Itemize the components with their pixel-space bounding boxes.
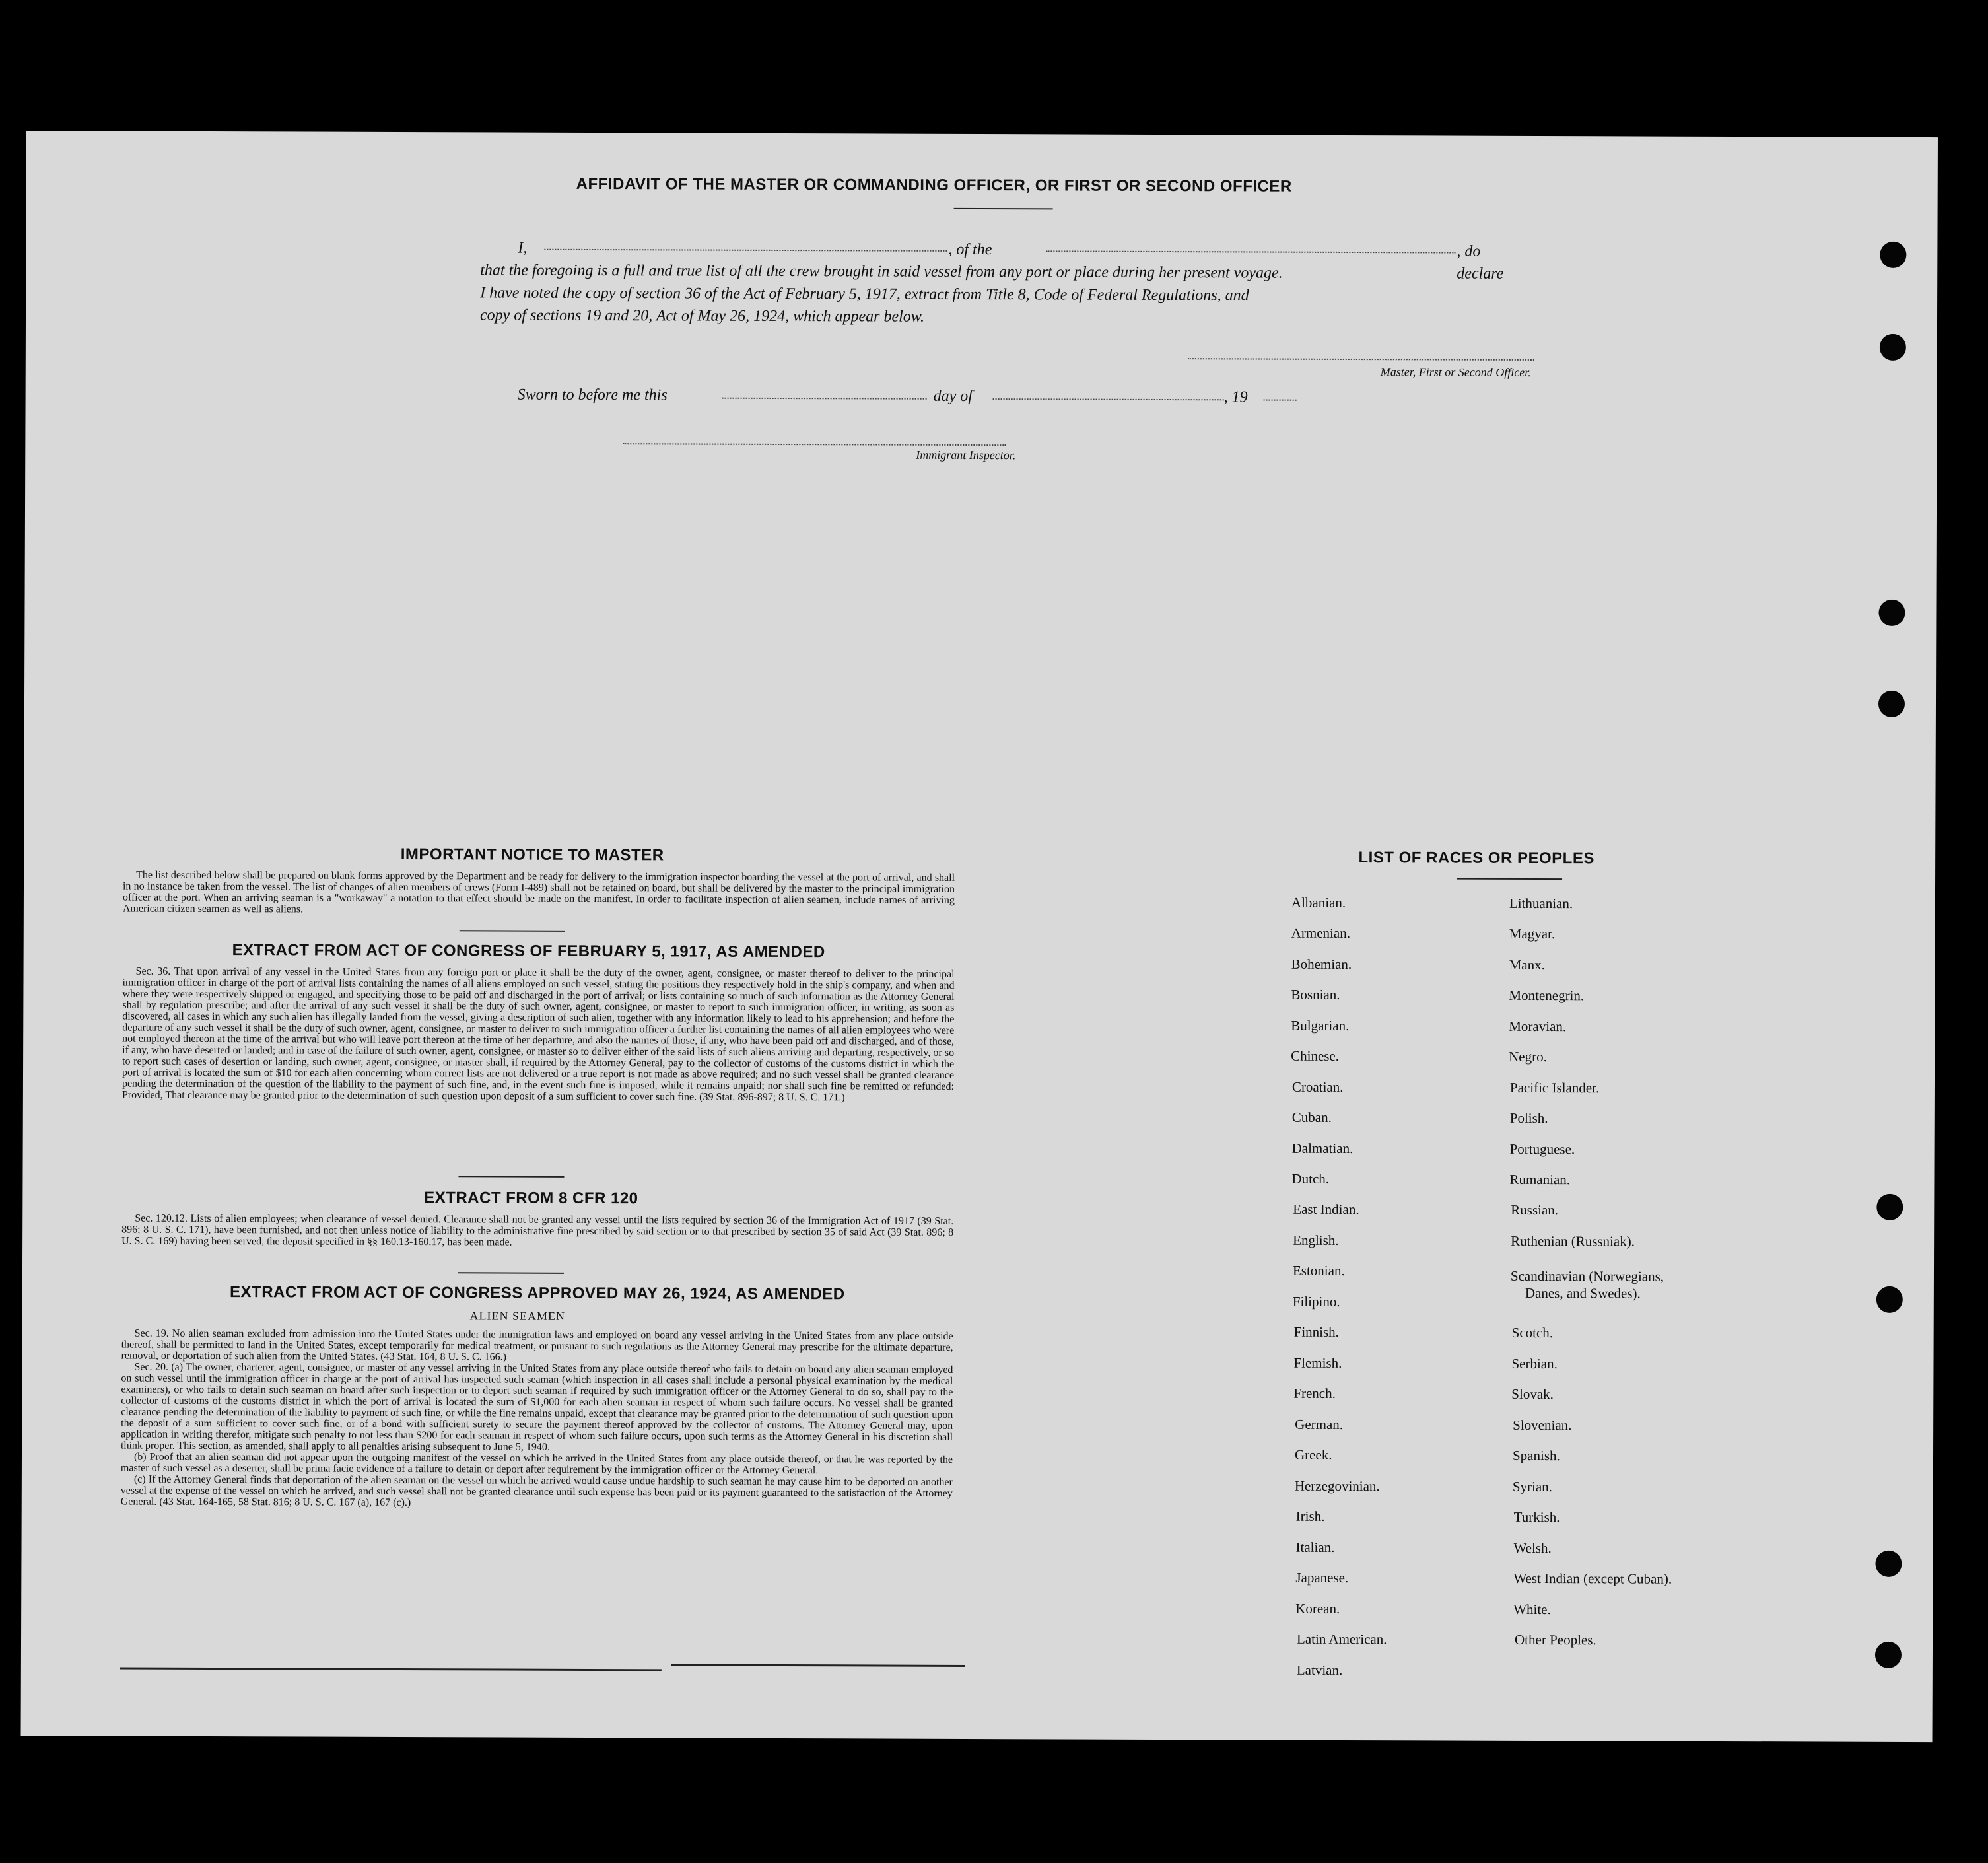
extract-cfr-body: Sec. 120.12. Lists of alien employees; when clearance of vessel denied. Clearance shall not be granted any vessel until the lists required by section 36 of the Immigration Act of 1917 (39 Stat. 896; 8 U. S. C. 171), have been furnished, and not then unless notice of liability to the administrative fine prescribed by said section or to that prescribed by section 35 of said Act (39 Stat. 896; 8 U. S. C. 169) having been served, the deposit specified in §§ 160.13-160.17, has been made.: [121, 1213, 954, 1248]
affidavit-do-declare: , do declare: [1457, 242, 1504, 283]
affidavit-i: I,: [518, 239, 528, 257]
race-item: Latvian.: [1296, 1662, 1343, 1678]
extract-1924-body: [121, 1328, 953, 1510]
document-page: [21, 131, 1938, 1742]
race-item: Spanish.: [1512, 1447, 1560, 1464]
inspector-label: Immigrant Inspector.: [916, 448, 1016, 462]
extract-1924-sec19: Sec. 19. No alien seaman excluded from admission into the United States under the immigration laws and employed on board any vessel arriving in the United States from any place outside thereof, shall be permitted to land in the United States, except temporarily for medical treatment, or pursuant to such regulations as the Attorney General may prescribe for the ultimate departure, removal, or deportation of such alien from the United States. (43 Stat. 164, 8 U. S. C. 166.): [121, 1327, 953, 1363]
punch-hole: [1880, 334, 1906, 361]
master-signature-label: Master, First or Second Officer.: [1380, 365, 1531, 379]
extract-1924-sec20c: (c) If the Attorney General finds that deportation of the alien seaman on the vessel on which he arrived would cause undue hardship to such seaman he may cause him to be deported on another vessel at the expense of the vessel on which he arrived, and such vessel shall not be granted clearance until such expense has been paid or its payment guaranteed to the satisfaction of the Attorney General. (43 Stat. 164-165, 58 Stat. 816; 8 U. S. C. 167 (a), 167 (c).): [120, 1473, 953, 1509]
races-title: LIST OF RACES OR PEOPLES: [1358, 849, 1594, 868]
race-item: Japanese.: [1295, 1569, 1349, 1586]
punch-hole: [1876, 1194, 1903, 1220]
race-item: Manx.: [1509, 956, 1545, 973]
race-item: Scotch.: [1511, 1324, 1554, 1341]
master-signature-line: [1188, 358, 1534, 361]
race-item: Flemish.: [1293, 1354, 1342, 1371]
affidavit-line-4: copy of sections 19 and 20, Act of May 26, 1924, which appear below.: [479, 306, 925, 326]
bottom-rule-left: [120, 1668, 662, 1671]
race-item: Moravian.: [1509, 1018, 1567, 1035]
race-item: Ruthenian (Russniak).: [1511, 1232, 1635, 1249]
race-item: Slovenian.: [1513, 1417, 1572, 1434]
race-item: Filipino.: [1292, 1293, 1340, 1310]
extract-1924-sec20b: (b) Proof that an alien seaman did not appear upon the outgoing manifest of the vessel on which he arrived in the United States from any place outside thereof, or that he was reported by the master of such vessel as a deserter, shall be prima facie evidence of a failure to detain or deport after requirement by the immigration officer or the Attorney General.: [120, 1451, 953, 1477]
notice-title: IMPORTANT NOTICE TO MASTER: [400, 845, 664, 864]
affidavit-of-the: , of the: [948, 240, 992, 259]
race-item: Russian.: [1511, 1201, 1559, 1218]
race-item: German.: [1295, 1416, 1344, 1432]
race-item: Portuguese.: [1509, 1141, 1575, 1158]
sworn-year-blank: [1264, 400, 1297, 401]
punch-hole: [1878, 600, 1905, 626]
race-item: Pacific Islander.: [1509, 1079, 1600, 1096]
race-item: Irish.: [1295, 1508, 1325, 1524]
extract-1924-sec20a: Sec. 20. (a) The owner, charterer, agent, consignee, or master of any vessel arriving in the United States from any place outside thereof who fails to detain on board any alien seaman employed on such vessel until the immigration officer in charge at the port of arrival has inspected such seaman (which inspection in all cases shall include a personal physical examination by the medical examiners), or who fails to detain such seaman on board after such inspection or to deport such seaman if required by such immigration officer or the Attorney General to do so, shall pay to the collector of customs of the customs district in which the port of arrival is located the sum of $1,000 for each alien seaman in respect of whom such failure occurs. No vessel shall be granted clearance pending the determination of the liability to payment of such fine, or while the fine remains unpaid, except that clearance may be granted prior to the determination of such question upon the deposit of a sum sufficient to cover such fine, or of a bond with sufficient surety to secure the payment thereof approved by the collector of customs. The Attorney General may, upon application in writing therefor, mitigate such penalty to not less than $200 for each seaman in respect of whom such failure occurs, upon such terms as the Attorney General in his discretion shall think proper. This section, as amended, shall apply to all penalties arising subsequent to June 5, 1940.: [121, 1361, 953, 1453]
race-item: Magyar.: [1509, 925, 1556, 942]
sworn-year: , 19: [1223, 388, 1248, 406]
race-item: Estonian.: [1292, 1262, 1345, 1279]
race-item: Bohemian.: [1291, 956, 1352, 973]
race-item: Italian.: [1295, 1539, 1335, 1555]
race-item: Polish.: [1509, 1109, 1548, 1127]
punch-hole: [1875, 1551, 1902, 1577]
punch-hole: [1875, 1642, 1902, 1668]
race-item: Dutch.: [1291, 1170, 1330, 1187]
extract-1917-body: Sec. 36. That upon arrival of any vessel in the United States from any foreign port or place it shall be the duty of the owner, agent, consignee, or master thereof to deliver to the principal immigration officer in charge of the port of arrival lists containing the names of all aliens employed on such vessel, stating the positions they respectively hold in the ship's company, and when and where they were respectively shipped or engaged, and specifying those to be paid off and discharged in the port of arrival; or lists containing so much of such information as the Attorney General shall by regulation prescribe; and after the arrival of any such vessel it shall be the duty of such owner, agent, consignee, or master to report to such immigration officer, in writing, as soon as discovered, all cases in which any such alien has illegally landed from the vessel, giving a description of such alien, together with any information likely to lead to his apprehension; and before the departure of any such vessel it shall be the duty of such owner, agent, consignee, or master to deliver to such immigration officer a further list containing the names of all alien employees who were not employed thereon at the time of the arrival but who will leave port thereon at the time of her departure, and also the names of those, if any, who have been paid off and discharged, and of those, if any, who have deserted or landed; and in case of the failure of such owner, agent, consignee, or master so to deliver either of the said lists of such aliens arriving and departing, respectively, or so to report such cases of desertion or landing, such owner, agent, consignee, or master shall, if required by the Attorney General, pay to the collector of customs of the customs district in which the port of arrival is located the sum of $10 for each alien concerning whom correct lists are not delivered or a true report is not made as above required; and no such vessel shall be granted clearance pending the determination of the question of the liability to the payment of such fine, and, in the event such fine is imposed, while it remains unpaid; nor shall such fine be remitted or refunded: Provided, That clearance may be granted prior to the determination of such question upon deposit of a sum sufficient to cover such fine. (39 Stat. 896-897; 8 U. S. C. 171.): [121, 966, 955, 1104]
notice-body: The list described below shall be prepared on blank forms approved by the Department and be ready for delivery to the immigration inspector boarding the vessel at the port of arrival, and shall in no instance be taken from the vessel. The list of changes of alien members of crews (Form I-489) shall not be retained on board, but shall be delivered by the master to the principal immigration officer at the port. When an arriving seaman is a "workaway" a notation to that effect should be made on the manifest. In order to facilitate inspection of alien seamen, include names of arriving American citizen seamen as well as aliens.: [122, 869, 955, 915]
race-item: Syrian.: [1512, 1478, 1552, 1495]
races-divider: [1457, 878, 1562, 880]
notice-divider: [460, 930, 565, 932]
race-item: Bosnian.: [1291, 986, 1340, 1002]
vessel-blank: [1046, 250, 1455, 253]
race-item: Danes, and Swedes).: [1525, 1284, 1641, 1302]
race-item: Croatian.: [1291, 1078, 1344, 1095]
race-item: East Indian.: [1293, 1201, 1359, 1218]
extract-1924-title: EXTRACT FROM ACT OF CONGRESS APPROVED MAY 26, 1924, AS AMENDED: [230, 1283, 845, 1304]
race-item: Finnish.: [1293, 1323, 1339, 1340]
race-item: West Indian (except Cuban).: [1513, 1570, 1672, 1587]
race-item: Bulgarian.: [1291, 1017, 1350, 1034]
title-underline: [954, 208, 1053, 210]
sworn-day-blank: [722, 398, 927, 400]
race-item: Montenegrin.: [1509, 987, 1585, 1004]
affidavit-line-3: I have noted the copy of section 36 of the Act of February 5, 1917, extract from Title 8, Code of Federal Regulations, and: [480, 284, 1249, 304]
race-item: French.: [1293, 1385, 1336, 1401]
race-item: Other Peoples.: [1514, 1631, 1596, 1648]
punch-hole: [1876, 1286, 1903, 1313]
race-item: Latin American.: [1296, 1631, 1387, 1648]
race-item: Negro.: [1509, 1048, 1547, 1065]
race-item: Herzegovinian.: [1294, 1477, 1380, 1494]
extract-cfr-divider: [458, 1272, 564, 1274]
punch-hole: [1878, 691, 1905, 717]
bottom-rule-right: [671, 1664, 965, 1667]
race-item: Armenian.: [1291, 925, 1351, 942]
extract-1917-divider: [458, 1176, 564, 1178]
race-item: Greek.: [1294, 1446, 1332, 1463]
sworn-day-of: day of: [933, 387, 973, 405]
race-item: Albanian.: [1291, 894, 1346, 911]
race-item: White.: [1513, 1601, 1551, 1618]
race-item: Cuban.: [1291, 1109, 1332, 1125]
name-blank: [544, 249, 947, 252]
extract-1917-title: EXTRACT FROM ACT OF CONGRESS OF FEBRUARY 5, 1917, AS AMENDED: [232, 941, 825, 962]
sworn-line: [518, 384, 1310, 409]
race-item: Korean.: [1295, 1600, 1340, 1617]
race-item: English.: [1293, 1232, 1339, 1248]
race-item: Chinese.: [1291, 1047, 1340, 1064]
race-item: Welsh.: [1513, 1539, 1552, 1557]
race-item: Rumanian.: [1509, 1171, 1571, 1188]
affidavit-title: AFFIDAVIT OF THE MASTER OR COMMANDING OFFICER, OR FIRST OR SECOND OFFICER: [576, 174, 1292, 195]
punch-hole: [1880, 242, 1906, 268]
extract-1924-subtitle: ALIEN SEAMEN: [469, 1309, 566, 1323]
race-item: Scandinavian (Norwegians,: [1510, 1267, 1664, 1284]
race-item: Turkish.: [1513, 1508, 1560, 1526]
race-item: Serbian.: [1511, 1355, 1558, 1372]
affidavit-line-2: that the foregoing is a full and true list of all the crew brought in said vessel from any port or place during her present voyage.: [480, 262, 1283, 282]
race-item: Slovak.: [1511, 1386, 1554, 1403]
sworn-month-blank: [993, 398, 1224, 400]
sworn-label: Sworn to before me this: [517, 386, 668, 404]
race-item: Dalmatian.: [1291, 1140, 1354, 1157]
extract-cfr-title: EXTRACT FROM 8 CFR 120: [424, 1189, 638, 1208]
inspector-signature-line: [623, 443, 1006, 446]
race-item: Lithuanian.: [1509, 895, 1573, 912]
